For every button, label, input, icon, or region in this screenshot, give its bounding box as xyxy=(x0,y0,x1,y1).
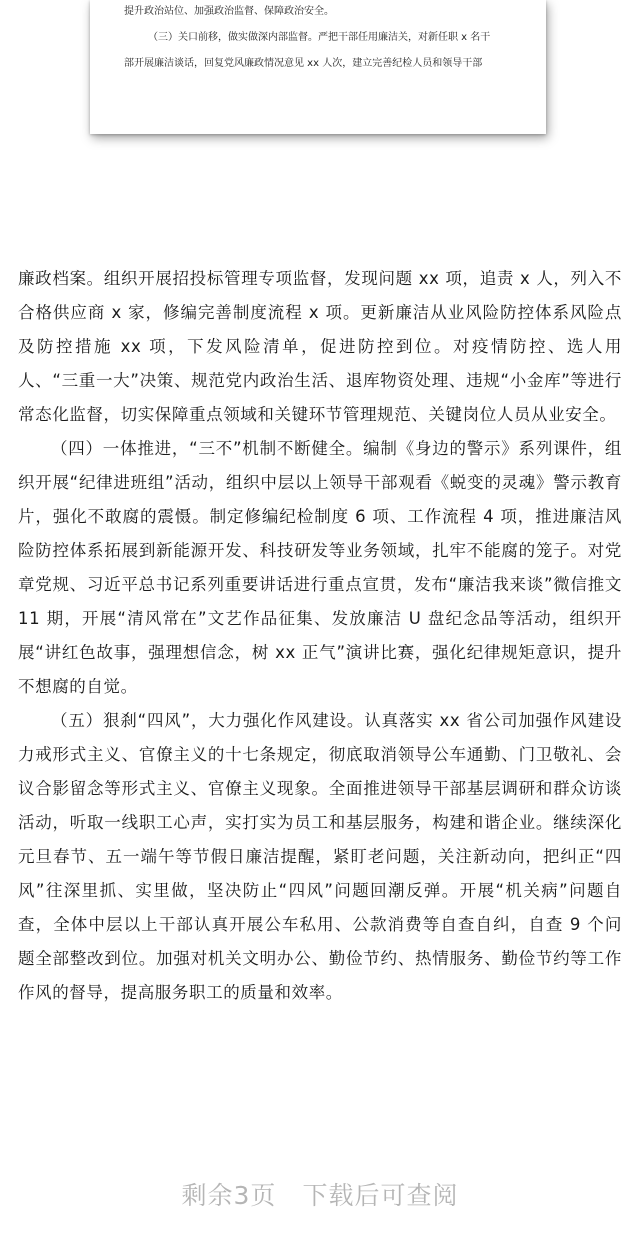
document-preview-card xyxy=(90,0,546,134)
paragraph: 廉政档案。组织开展招投标管理专项监督，发现问题 xx 项，追责 x 人，列入不合格供应商 x 家，修编完善制度流程 x 项。更新廉洁从业风险防控体系风险点及防控措施 xx 项，下发风险清单，促进防控到位。对疫情防控、选人用人、“三重一大”决策、规范党内政治生活、退库物资处理、违规“小金库”等进行常态化监督，切实保障重点领域和关键环节管理规范、关键岗位人员从业安全。 xyxy=(18,269,622,424)
document-body xyxy=(18,262,622,1010)
preview-line: 部开展廉洁谈话，回复党风廉政情况意见 xx 人次，建立完善纪检人员和领导干部 xyxy=(124,58,483,69)
paragraph: （四）一体推进，“三不”机制不断健全。编制《身边的警示》系列课件，组织开展“纪律进班组”活动，组织中层以上领导干部观看《蜕变的灵魂》警示教育片，强化不敢腐的震慑。制定修编纪检制度 6 项、工作流程 4 项，推进廉洁风险防控体系拓展到新能源开发、科技研发等业务领域，扎牢不能腐的笼子。对党章党规、习近平总书记系列重要讲话进行重点宣贯，发布“廉洁我来谈”微信推文 11 期，开展“清风常在”文艺作品征集、发放廉洁 U 盘纪念品等活动，组织开展“讲红色故事，强理想信念，树 xx 正气”演讲比赛，强化纪律规矩意识，提升不想腐的自觉。 xyxy=(18,439,622,696)
remaining-pages-label[interactable]: 剩余3页 xyxy=(181,1181,277,1210)
paragraph: （五）狠刹“四风”，大力强化作风建设。认真落实 xx 省公司加强作风建设力戒形式主义、官僚主义的十七条规定，彻底取消领导公车通勤、门卫敬礼、会议合影留念等形式主义、官僚主义现象。全面推进领导干部基层调研和群众访谈活动，听取一线职工心声，实打实为员工和基层服务，构建和谐企业。继续深化元旦春节、五一端午等节假日廉洁提醒，紧盯老问题，关注新动向，把纠正“四风”往深里抓、实里做，坚决防止“四风”问题回潮反弹。开展“机关病”问题自查，全体中层以上干部认真开展公车私用、公款消费等自查自纠，自查 9 个问题全部整改到位。加强对机关文明办公、勤俭节约、热情服务、勤俭节约等工作作风的督导，提高服务职工的质量和效率。 xyxy=(18,711,622,1002)
download-to-view-label[interactable]: 下载后可查阅 xyxy=(302,1181,459,1210)
read-more-banner[interactable] xyxy=(0,1176,640,1212)
preview-line: 提升政治站位、加强政治监督、保障政治安全。 xyxy=(124,6,334,17)
preview-line: （三）关口前移，做实做深内部监督。严把干部任用廉洁关，对新任职 x 名干 xyxy=(148,32,491,43)
